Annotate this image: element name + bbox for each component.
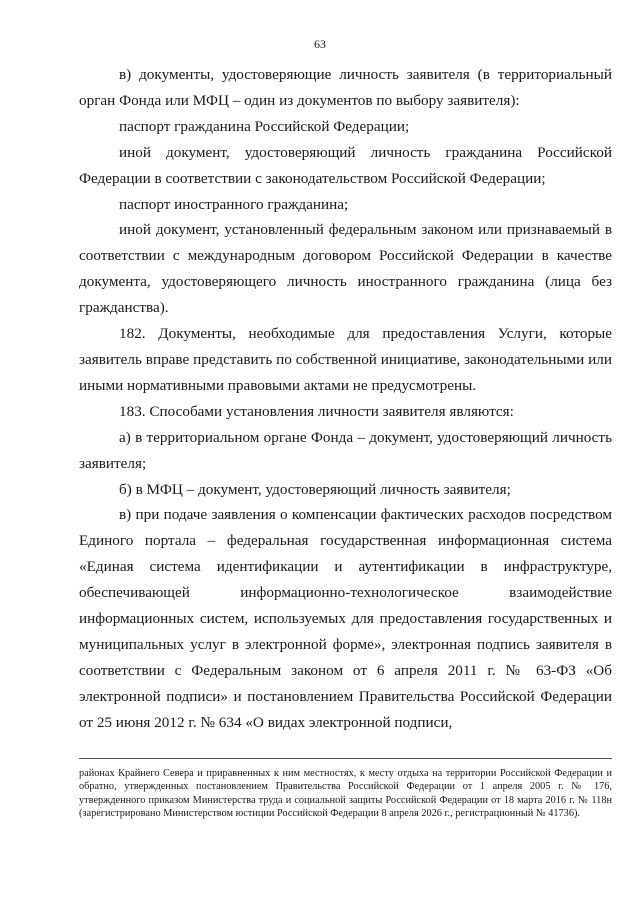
paragraph-183: 183. Способами установления личности заявителя являются: (119, 402, 514, 420)
body-text (79, 62, 612, 736)
paragraph-foreign-passport: паспорт иностранного гражданина; (119, 195, 349, 213)
page-number: 63 (314, 37, 326, 51)
paragraph-other-citizen-doc: иной документ, удостоверяющий личность гражданина Российской Федерации в соответствии с законодательством Российской Федерации; (79, 143, 612, 187)
footnote-divider (79, 758, 612, 759)
paragraph-other-foreign-doc: иной документ, установленный федеральным законом или признаваемый в соответствии с международным договором Российской Федерации в качестве документа, удостоверяющего личность иностранного гражданина (лица без гражданства). (79, 221, 612, 317)
footnote-text: районах Крайнего Севера и приравненных к ним местностях, к месту отдыха на территории Российской Федерации и обратно, утвержденных постановлением Правительства Российской Федерации от 1 апреля 2005 г. № 176, утвержденного приказом Министерства труда и социальной защиты Российской Федерации от 18 марта 2016 г. № 118н (зарегистрировано Министерством юстиции Российской Федерации 8 апреля 2026 г., регистрационный № 41736). (79, 768, 612, 820)
paragraph-183-b: б) в МФЦ – документ, удостоверяющий личность заявителя; (119, 480, 511, 498)
paragraph-rf-passport: паспорт гражданина Российской Федерации; (119, 117, 410, 135)
paragraph-183-v: в) при подаче заявления о компенсации фактических расходов посредством Единого портала – федеральная государственная информационная система «Единая система идентификации и аутентификации в инфраструктуре, обеспечивающей информационно-технологическое взаимодействие информационных систем, используемых для предоставления государственных и муниципальных услуг в электронной форме», электронная подпись заявителя в соответствии с Федеральным законом от 6 апреля 2011 г. № 63-ФЗ «Об электронной подписи» и постановлением Правительства Российской Федерации от 25 июня 2012 г. № 634 «О видах электронной подписи, (79, 506, 612, 731)
paragraph-182: 182. Документы, необходимые для предоставления Услуги, которые заявитель вправе представить по собственной инициативе, законодательными или иными нормативными правовыми актами не предусмотрены. (79, 325, 612, 394)
paragraph-identity-docs: в) документы, удостоверяющие личность заявителя (в территориальный орган Фонда или МФЦ – один из документов по выбору заявителя): (79, 66, 612, 109)
paragraph-183-a: а) в территориальном органе Фонда – документ, удостоверяющий личность заявителя; (79, 428, 612, 472)
